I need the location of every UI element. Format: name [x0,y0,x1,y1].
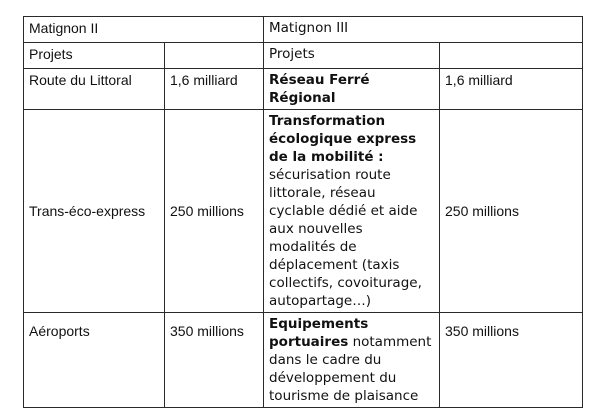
right-project-title: Equipements portuaires [269,316,369,350]
right-amount-cell: 250 millions [440,110,583,313]
subheader-projets-right: Projets [264,43,440,69]
right-project-desc: sécurisation route littorale, réseau cyclable dédié et aide aux nouvelles modalités de déplacement (taxis collectifs, covoiturage, autopartage…) [269,167,422,309]
header-row [24,17,583,43]
left-project-cell: Aéroports [24,313,165,408]
subheader-empty-left [165,43,264,69]
header-matignon-iii: Matignon III [264,17,583,43]
right-project-cell [264,110,440,313]
right-project-desc: notamment dans le cadre du développement du tourisme de plaisance [269,334,432,404]
right-project-title: Transformation écologique express de la mobilité : [269,113,417,165]
left-amount-cell: 1,6 milliard [165,69,264,110]
left-amount-cell: 350 millions [165,313,264,408]
subheader-empty-right [440,43,583,69]
left-project-cell: Route du Littoral [24,69,165,110]
table-row [24,313,583,408]
table-row [24,110,583,313]
subheader-row [24,43,583,69]
left-project-cell: Trans-éco-express [24,110,165,313]
right-amount-cell: 1,6 milliard [440,69,583,110]
right-project-title: Réseau Ferré Régional [269,72,370,106]
header-matignon-ii: Matignon II [24,17,264,43]
right-project-cell [264,69,440,110]
left-amount-cell: 250 millions [165,110,264,313]
comparison-table [23,16,583,408]
right-project-cell [264,313,440,408]
subheader-projets-left: Projets [24,43,165,69]
table-row [24,69,583,110]
right-amount-cell: 350 millions [440,313,583,408]
